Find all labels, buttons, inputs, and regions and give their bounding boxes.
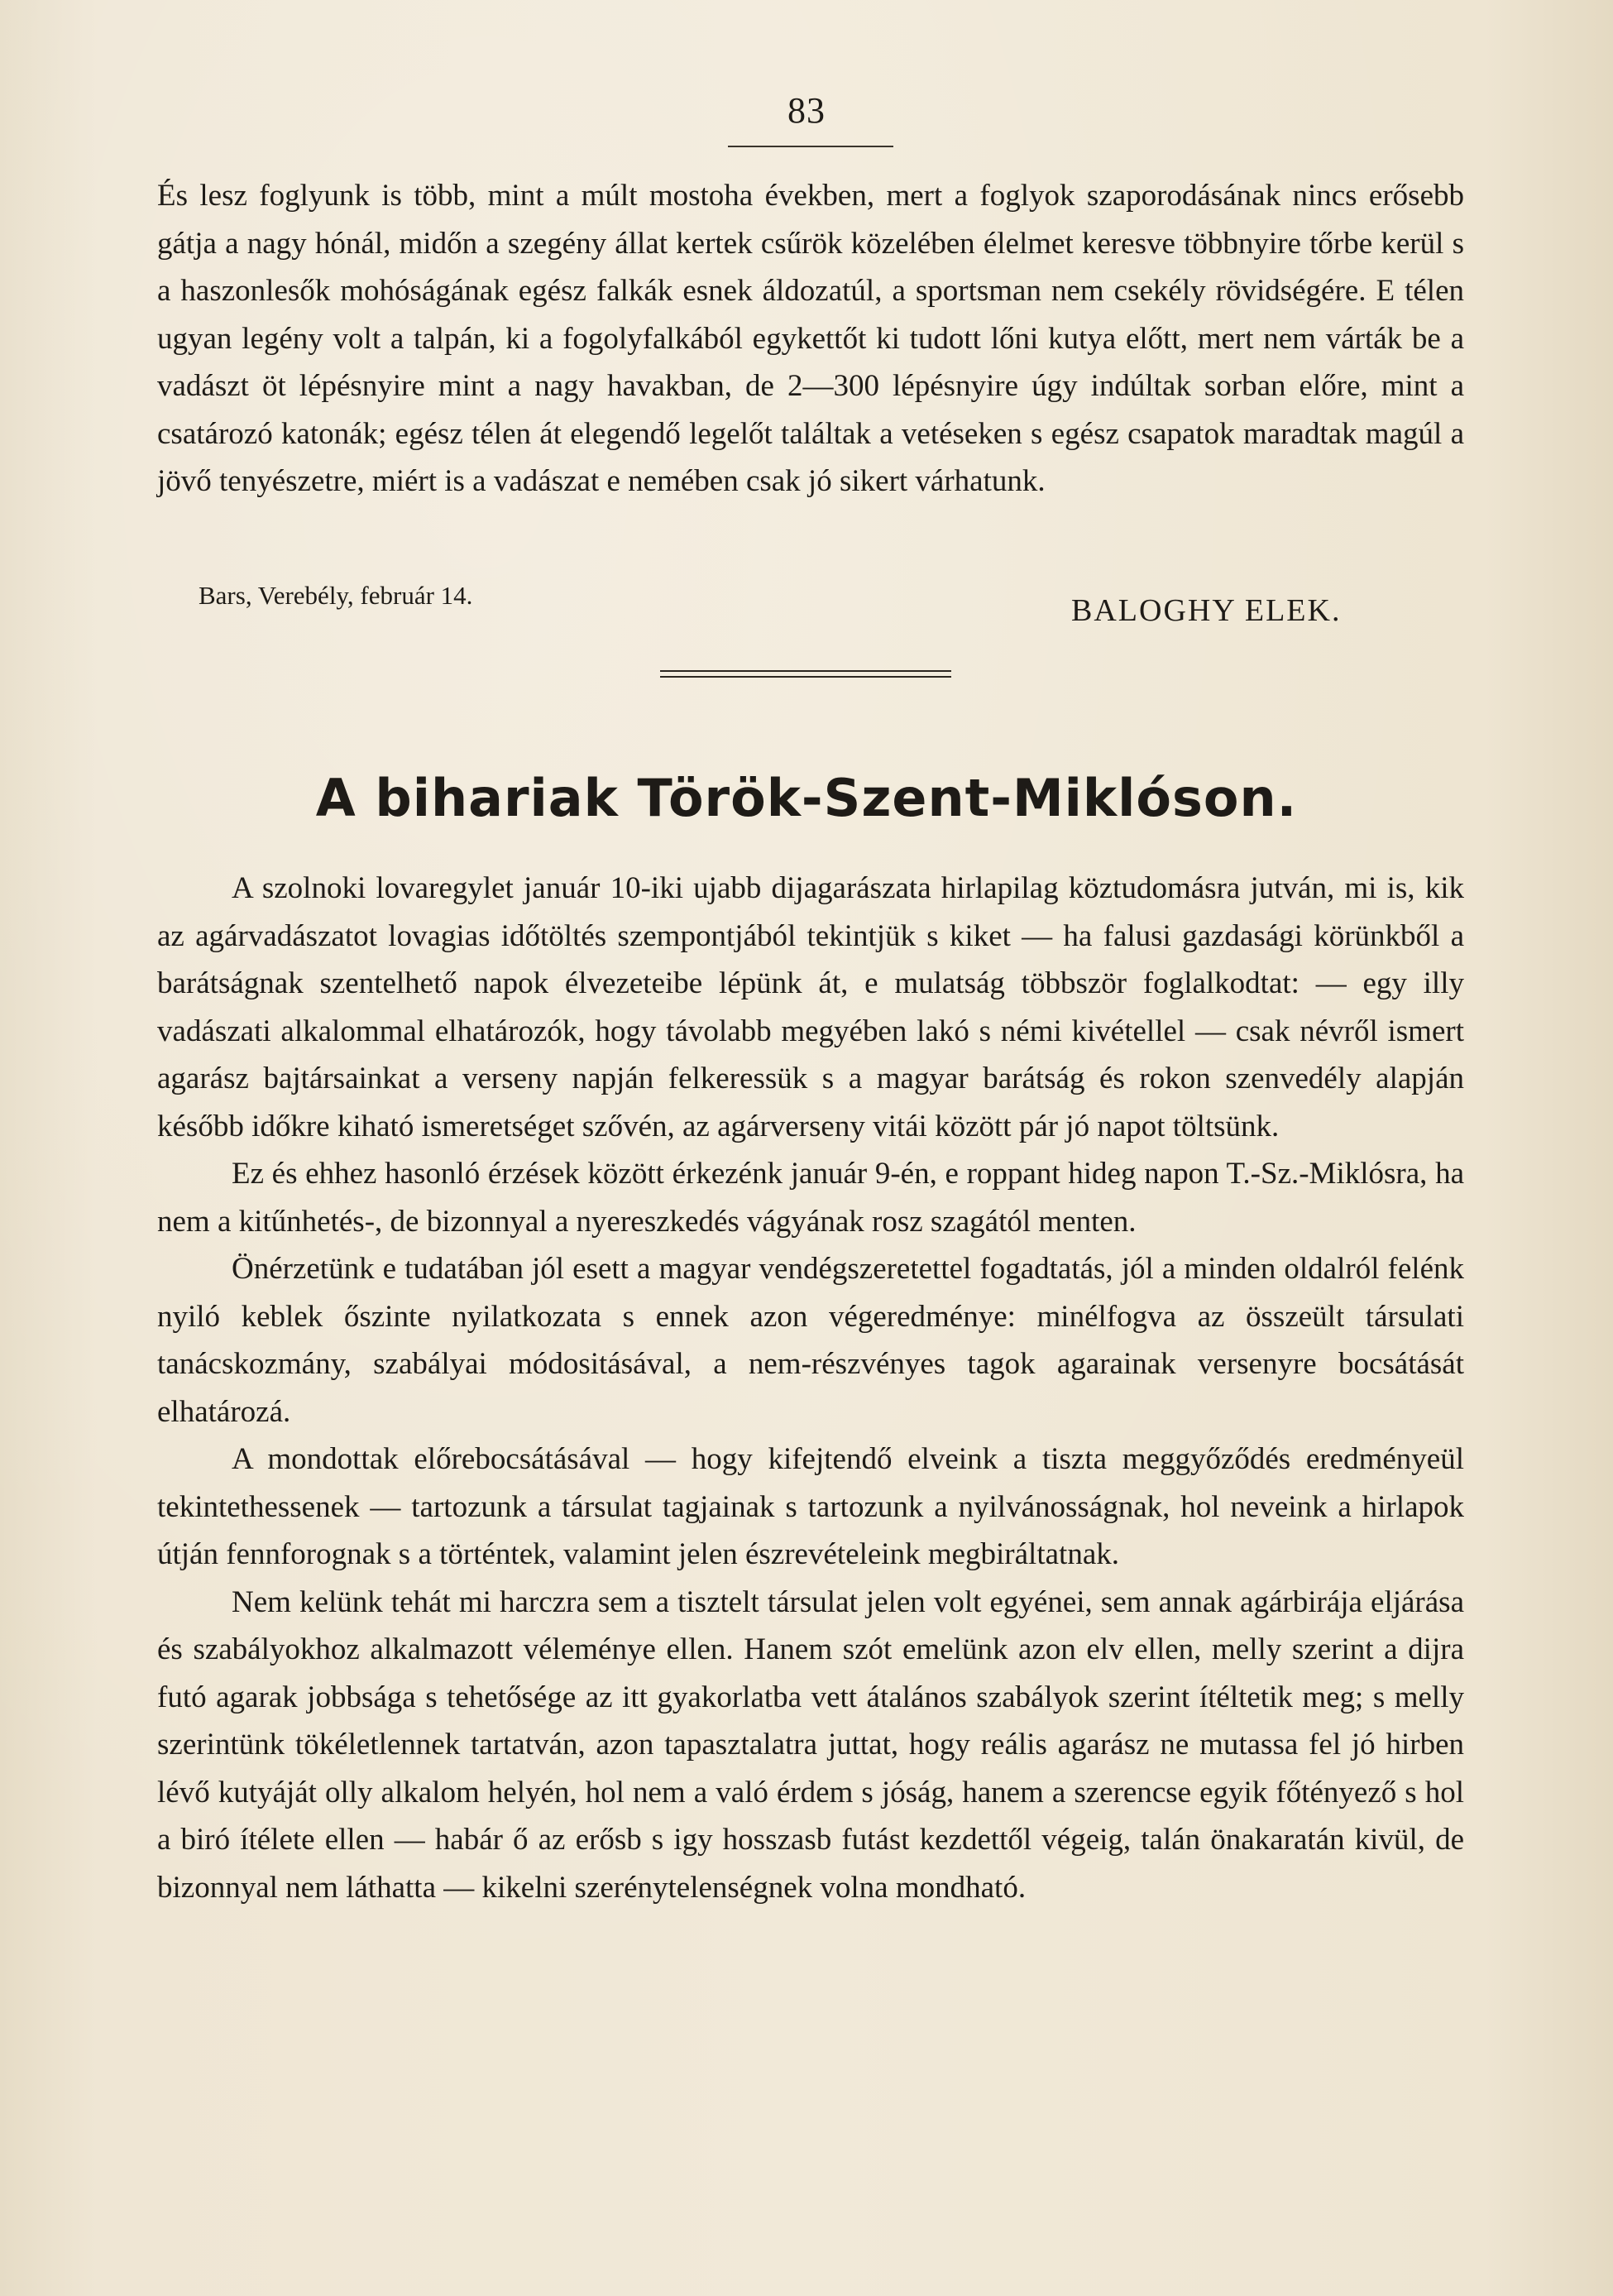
page-number-rule [728, 146, 893, 147]
author-signature: BALOGHY ELEK. [1071, 593, 1342, 628]
article-2-paragraph: A szolnoki lovaregylet január 10-iki ujabb dijagarászata hirlapilag köztudomásra jutván, mi is, kik az agárvadászatot lovagias időtöltés szempontjából tekintjük s kiket — ha falusi gazdasági körünkből a barátságnak szentelhető napok élvezeteibe lépünk át, e mulatság többször foglalkodtat: — egy illy vadászati alkalommal elhatározók, hogy távolabb megyében lakó s némi kivétellel — csak névről ismert agarász bajtársainkat a verseny napján felkeressük s a magyar barátság és rokon szenvedély alapján később időkre kiható ismeretséget szővén, az agárverseny vitái között pár jó napot töltsünk. [157, 871, 1464, 1143]
article-2-paragraph: Önérzetünk e tudatában jól esett a magyar vendégszeretettel fogadtatás, jól a minden oldalról felénk nyiló keblek őszinte nyilatkozata s ennek azon végeredménye: minélfogva az összeült társulati tanácskozmány, szabályai módositásával, a nem-részvényes tagok agarainak versenyre bocsátását elhatározá. [157, 1252, 1464, 1429]
section-separator [660, 669, 951, 682]
page-number: 83 [787, 90, 826, 131]
article-2-paragraph: Ez és ehhez hasonló érzések között érkezénk január 9-én, e roppant hideg napon T.-Sz.-Miklósra, ha nem a kitűnhetés-, de bizonnyal a nyereszkedés vágyának rosz szagától menten. [157, 1157, 1464, 1239]
article-1-body [157, 172, 1464, 506]
article-1-paragraph: És lesz foglyunk is több, mint a múlt mostoha években, mert a foglyok szaporodásának nincs erősebb gátja a nagy hónál, midőn a szegény állat kertek csűrök közelében élelmet keresve többnyire tőrbe kerül s a haszonlesők mohóságának egész falkák esnek áldozatúl, a sportsman nem csekély rövidségére. E télen ugyan legény volt a talpán, ki a fogolyfalkából egykettőt ki tudott lőni kutya előtt, mert nem várták be a vadászt öt lépésnyire mint a nagy havakban, de 2—300 lépésnyire úgy indúltak sorban előre, mint a csatározó katonák; egész télen át elegendő legelőt találtak a vetéseken s egész csapatok maradtak magúl a jövő tenyészetre, miért is a vadászat e nemében csak jó sikert várhatunk. [157, 179, 1464, 498]
article-title: A bihariak Török-Szent-Miklóson. [315, 768, 1298, 828]
article-2-paragraph: A mondottak előrebocsátásával — hogy kifejtendő elveink a tiszta meggyőződés eredményeül tekintethessenek — tartozunk a társulat tagjainak s tartozunk a nyilvánosságnak, hol neveink a hirlapok útján fennforognak s a történtek, valamint jelen észrevételeink megbiráltatnak. [157, 1442, 1464, 1571]
article-2-body [157, 865, 1464, 1911]
dateline: Bars, Verebély, február 14. [199, 581, 473, 610]
article-2-paragraph: Nem kelünk tehát mi harczra sem a tisztelt társulat jelen volt egyénei, sem annak agárbirája eljárása és szabályokhoz alkalmazott véleménye ellen. Hanem szót emelünk azon elv ellen, melly szerint a dijra futó agarak jobbsága s tehetősége az itt gyakorlatba vett átalános szabályok szerint ítéltetik meg; s melly szerintünk tökéletlennek tartatván, azon tapasztalatra juttat, hogy reális agarász ne mutassa fel jó hirben lévő kutyáját olly alkalom helyén, hol nem a való érdem s jóság, hanem a szerencse egyik főtényező s hol a biró ítélete ellen — habár ő az erősb s igy hosszasb futást kezdettől végeig, talán önakaratán kivül, de bizonnyal nem láthatta — kikelni szerénytelenségnek volna mondható. [157, 1584, 1464, 1905]
separator-line [660, 676, 951, 678]
separator-line [660, 670, 951, 672]
